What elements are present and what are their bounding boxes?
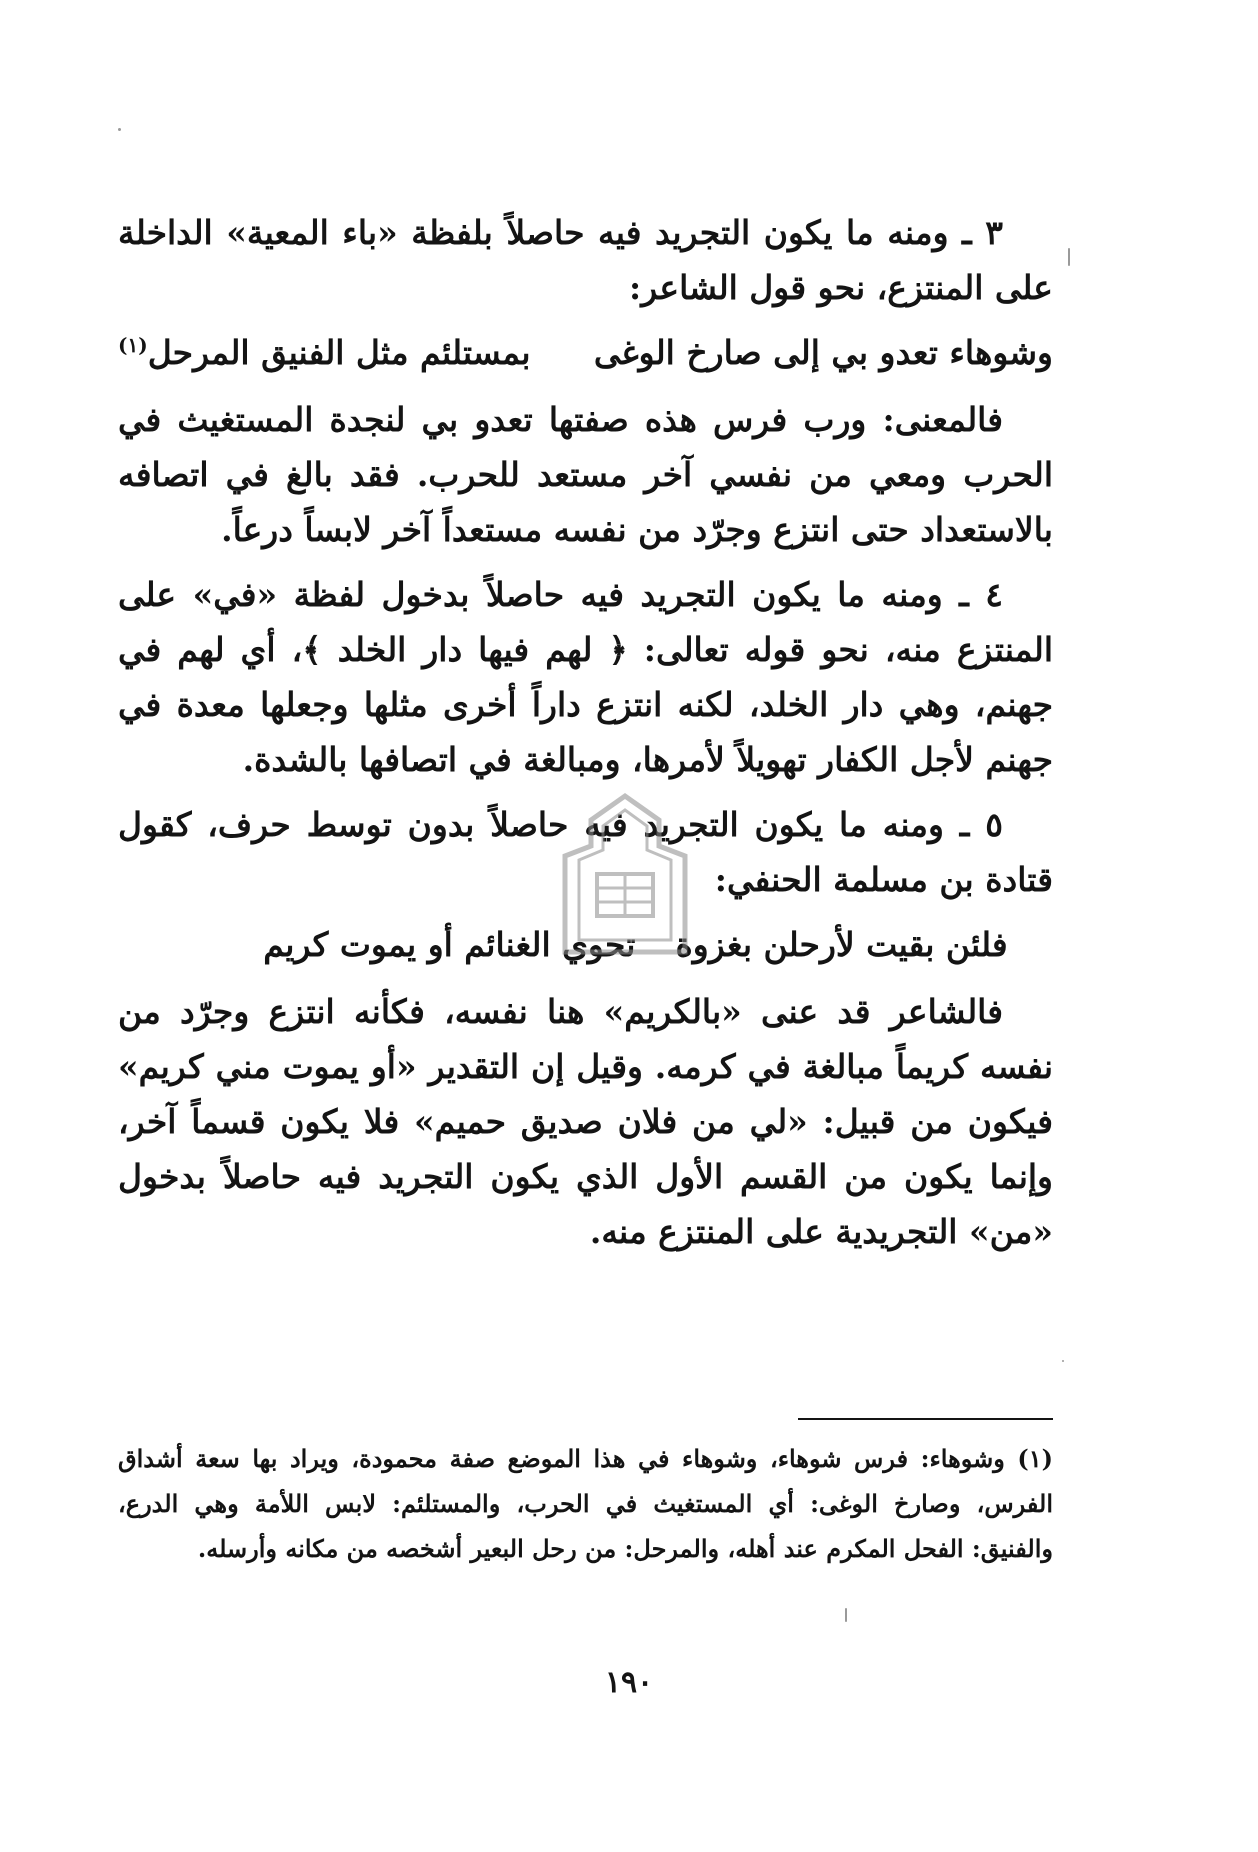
footnote-reference-mark: (١) [118,333,148,357]
verse-1-first-hemistich: وشوهاء تعدو بي إلى صارخ الوغى [593,333,1053,372]
footnote-1-text: (١) وشوهاء: فرس شوهاء، وشوهاء في هذا الموضع صفة محمودة، ويراد بها سعة أشداق الفرس، وصارخ الوغى: أي المستغيث في الحرب، والمستلئم: لابس اللأمة وهي الدرع، والفنيق: الفحل المكرم عند أهله، والمرحل: من رحل البعير أشخصه من مكانه وأرسله. [118,1444,1053,1563]
verse-2-first-hemistich: فلئن بقيت لأرحلن بغزوة [675,925,1008,964]
verse-1-second-text: بمستلئم مثل الفنيق المرحل [147,333,531,372]
paragraph-5: ٥ ـ ومنه ما يكون التجريد فيه حاصلاً بدون توسط حرف، كقول قتادة بن مسلمة الحنفي: [118,805,1053,899]
verse-1 [118,325,1053,380]
paragraph-4: ٤ ـ ومنه ما يكون التجريد فيه حاصلاً بدخول لفظة «في» على المنتزع منه، نحو قوله تعالى: ﴿ لهم فيها دار الخلد ﴾، أي لهم في جهنم، وهي دار الخلد، لكنه انتزع داراً أخرى مثلها وجعلها معدة في جهنم لأجل الكفار تهويلاً لأمرها، ومبالغة في اتصافها بالشدة. [118,575,1053,779]
footnote-separator [798,1418,1053,1420]
paragraph-3: ٣ ـ ومنه ما يكون التجريد فيه حاصلاً بلفظة «باء المعية» الداخلة على المنتزع، نحو قول الشاعر: [118,213,1053,307]
page-number: ١٩٠ [604,1665,654,1700]
paragraph-poet-explanation: فالشاعر قد عنى «بالكريم» هنا نفسه، فكأنه انتزع وجرّد من نفسه كريماً مبالغة في كرمه. وقيل إن التقدير «أو يموت مني كريم» فيكون من قبيل: «لي من فلان صديق حميم» فلا يكون قسماً آخر، وإنما يكون من القسم الأول الذي يكون التجريد فيه حاصلاً بدخول «من» التجريدية على المنتزع منه. [118,992,1053,1251]
scan-speck [845,1608,847,1622]
verse-1-second-hemistich [118,325,531,380]
main-text [118,205,1053,1269]
scan-speck [1068,248,1070,266]
scan-speck [1062,1360,1064,1362]
footnotes [118,1436,1053,1571]
scan-speck [118,128,121,131]
verse-2-second-hemistich: تحوي الغنائم أو يموت كريم [263,925,636,964]
footnote-1 [118,1436,1053,1571]
library-stamp-icon [555,790,695,960]
paragraph-meaning: فالمعنى: ورب فرس هذه صفتها تعدو بي لنجدة المستغيث في الحرب ومعي من نفسي آخر مستعد للحرب. فقد بالغ في اتصافه بالاستعداد حتى انتزع وجرّد من نفسه مستعداً آخر لابساً درعاً. [118,400,1053,549]
